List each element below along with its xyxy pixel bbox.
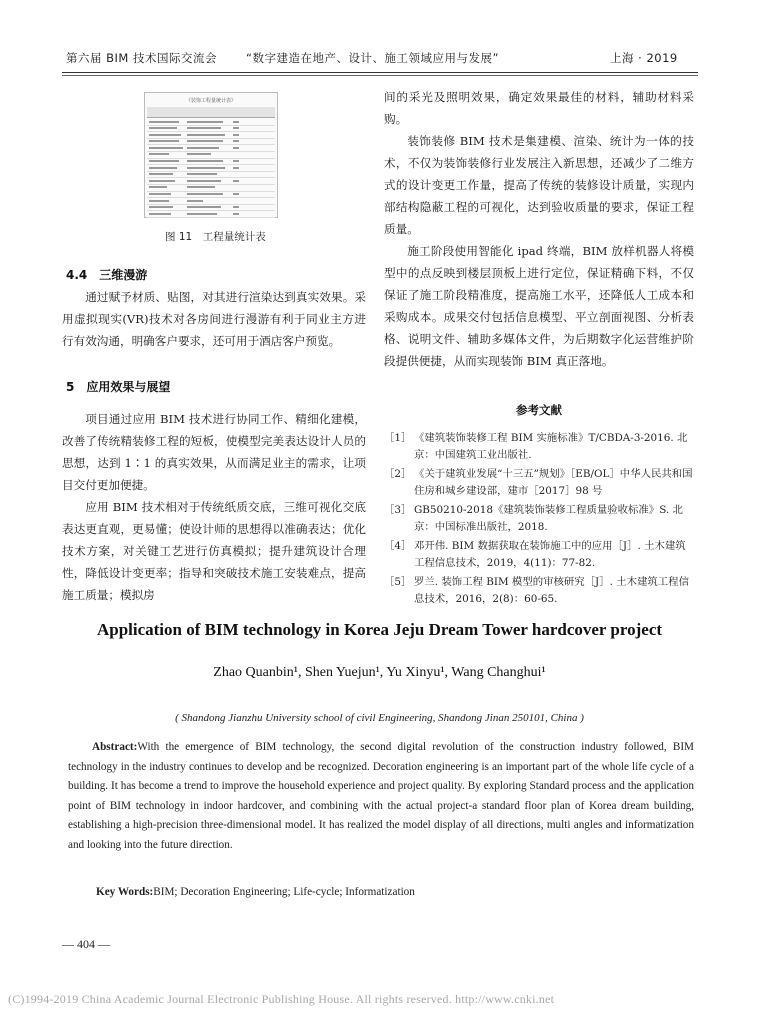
abstract-label: Abstract: [92,741,138,753]
reference-number: ［3］ [384,504,412,516]
figure-table-title: 《装饰工程量统计表》 [185,98,236,104]
section-4-4-body [62,286,366,352]
section-5-paragraph-1: 项目通过应用 BIM 技术进行协同工作、精细化建模，改善了传统精装修工程的短板，使模型完美表达设计人员的思想，达到 1∶1 的真实效果，从而满足业主的需求，让项目交付更加便捷。 [62,412,366,492]
right-paragraph-continued: 间的采光及照明效果，确定效果最佳的材料，辅助材料采购。 [384,90,694,126]
section-4-4-paragraph: 通过赋予材质、贴图，对其进行渲染达到真实效果。采用虚拟现实(VR)技术对各房间进行漫游有利于同业主方进行有效沟通，明确客户要求，还可用于酒店客户预览。 [62,290,366,348]
reference-item [384,574,694,608]
header-conference: 第六届 BIM 技术国际交流会 [66,51,218,65]
reference-text: 《建筑装饰装修工程 BIM 实施标准》T/CBDA-3-2016. 北京：中国建筑工业出版社. [414,432,688,461]
keywords-text: BIM; Decoration Engineering; Life-cycle; Informatization [153,886,415,898]
english-abstract [68,738,694,856]
reference-item [384,466,694,500]
reference-text: 罗兰. 装饰工程 BIM 模型的审核研究［J］. 土木建筑工程信息技术，2016，2(8)：60-65. [414,576,689,605]
reference-number: ［5］ [384,576,412,588]
references-title: 参考文献 [516,403,562,417]
right-paragraph-3: 施工阶段使用智能化 ipad 终端，BIM 放样机器人将模型中的点反映到楼层顶板上进行定位，保证精确下料，不仅保证了施工阶段精准度，提高施工水平，还降低人工成本和采购成本。成果交付包括信息模型、平立剖面视图、分析表格、说明文件、辅助多媒体文件，为后期数字化运营维护阶段提供便捷，从而实现装饰 BIM 真正落地。 [384,244,694,368]
section-5-body [62,408,366,606]
figure-11-caption: 图 11 工程量统计表 [165,231,266,243]
references-list [384,430,694,610]
reference-item [384,430,694,464]
reference-item [384,502,694,536]
reference-text: GB50210-2018《建筑装饰装修工程质量验收标准》S. 北京：中国标准出版社，2018. [414,504,683,533]
header-theme: “数字建造在地产、设计、施工领域应用与发展” [246,51,499,65]
english-affiliation: ( Shandong Jianzhu University school of civil Engineering, Shandong Jinan 250101, China ) [175,712,584,724]
right-column-body [384,86,694,372]
header-place-year: 上海 · 2019 [610,51,678,65]
header-rule-thin [62,75,698,76]
reference-number: ［1］ [384,432,412,444]
keywords-label: Key Words: [96,886,154,898]
reference-item [384,538,694,572]
header-rule [62,72,698,73]
section-5-paragraph-2: 应用 BIM 技术相对于传统纸质交底，三维可视化交底表达更直观，更易懂；使设计师的思想得以准确表达；优化技术方案，对关键工艺进行仿真模拟；提升建筑设计合理性，降低设计变更率；指导和突破技术施工安装难点，提高施工质量；模拟房 [62,500,366,602]
figure-11-table [144,92,278,218]
abstract-text: With the emergence of BIM technology, the second digital revolution of the construction industry followed, BIM technology in the industry continues to develop and be recognized. Decoration engineering is an important part of the whole life cycle of a building. It has become a trend to improve the household experience and project quality. By exploring Standard process and the application point of BIM technology in indoor hardcover, and combining with the actual project-a standard floor plan of Korea dream building, establishing a high-precision three-dimensional model. It has realized the model display of all directions, multi angles and informatization and looking into the future direction. [68,741,694,851]
copyright-watermark: (C)1994-2019 China Academic Journal Electronic Publishing House. All rights reserved. http://www.cnki.net [8,992,555,1006]
section-5-title: 5 应用效果与展望 [66,380,171,394]
reference-text: 《关于建筑业发展“十三五”规划》［EB/OL］中华人民共和国住房和城乡建设部，建市［2017］98 号 [414,468,693,497]
reference-text: 邓开伟. BIM 数据获取在装饰施工中的应用［J］. 土木建筑工程信息技术，2019，4(11)：77-82. [414,540,686,569]
figure-table-header-row [147,107,275,118]
page-number: — 404 — [62,937,110,951]
figure-table-rows [147,119,275,213]
english-keywords [96,886,415,898]
reference-number: ［4］ [384,540,412,552]
english-title: Application of BIM technology in Korea Jeju Dream Tower hardcover project [96,620,663,639]
right-paragraph-2: 装饰装修 BIM 技术是集建模、渲染、统计为一体的技术，不仅为装饰装修行业发展注入新思想，还减少了二维方式的设计变更工作量，提高了传统的装修设计质量，实现内部结构隐蔽工程的可视化，达到验收质量的要求，保证工程质量。 [384,134,694,236]
section-4-4-title: 4.4 三维漫游 [66,268,148,282]
reference-number: ［2］ [384,468,412,480]
english-authors: Zhao Quanbin¹, Shen Yuejun¹, Yu Xinyu¹, Wang Changhui¹ [213,665,546,680]
